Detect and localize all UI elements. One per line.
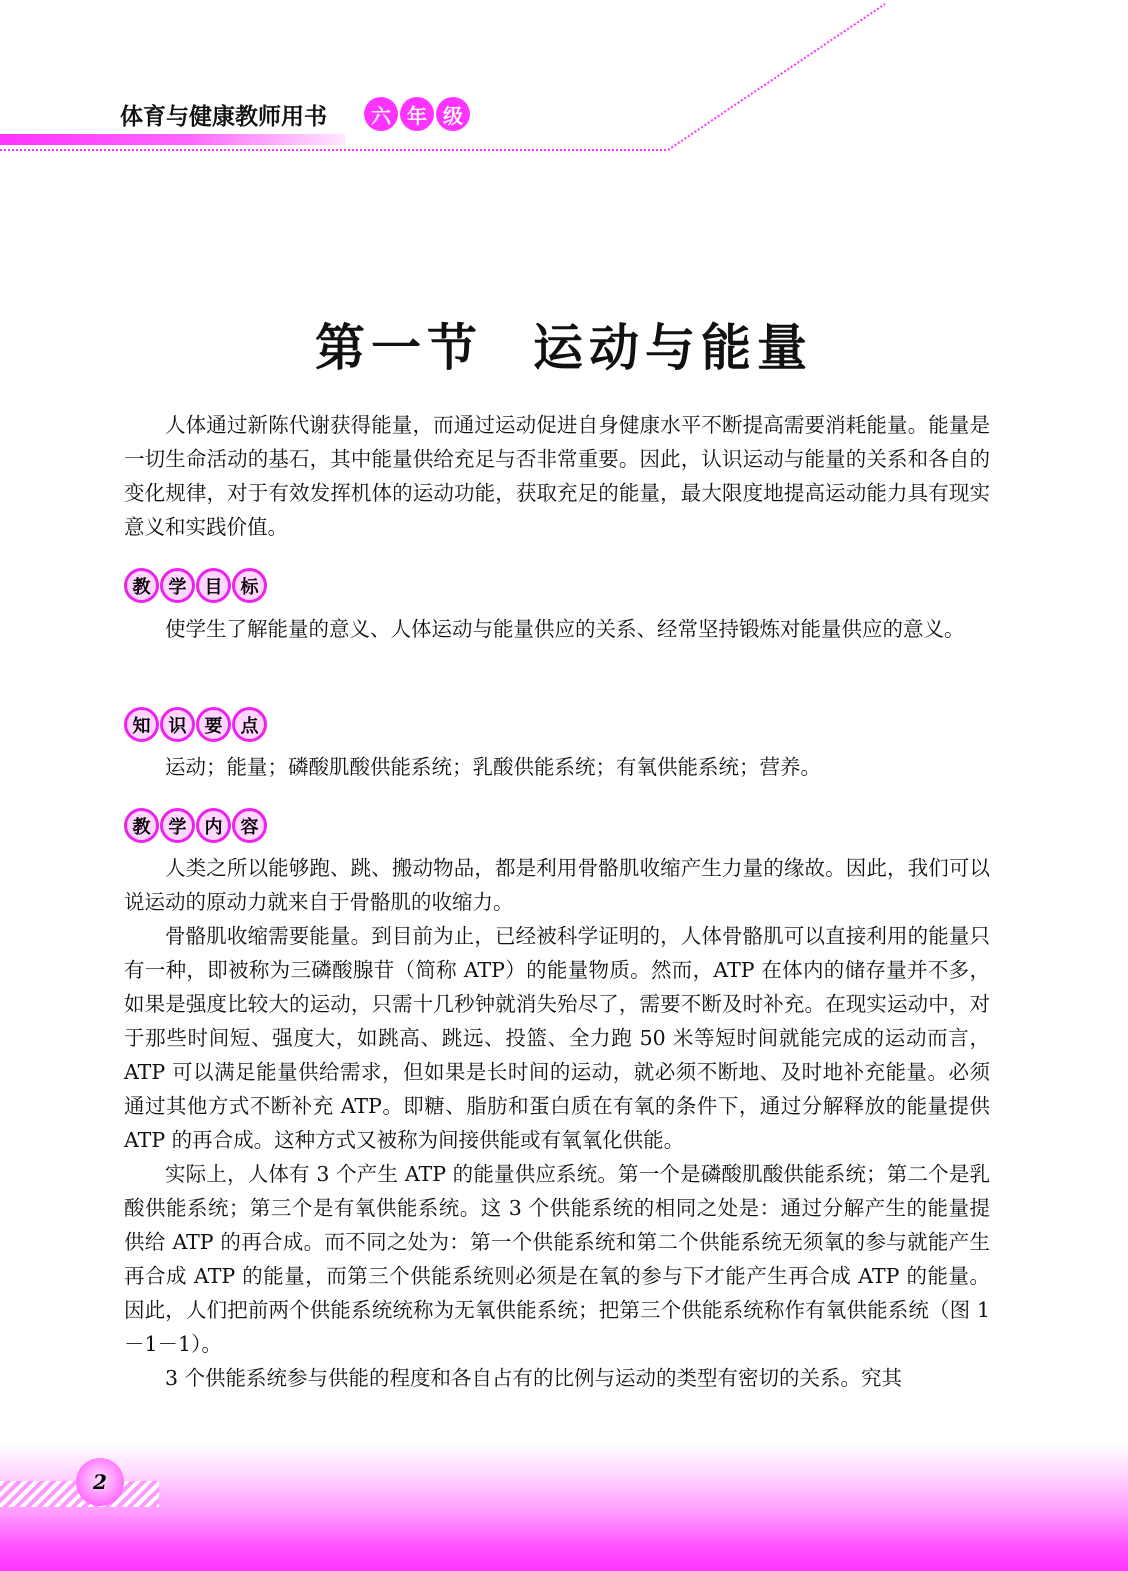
grade-badge: 级 (436, 97, 470, 131)
chapter-title (0, 308, 1128, 380)
heading-badge: 学 (160, 568, 195, 603)
chapter-heading: 运动与能量 (533, 318, 813, 377)
paragraph: 人体通过新陈代谢获得能量，而通过运动促进自身健康水平不断提高需要消耗能量。能量是一切生命活动的基石，其中能量供给充足与否非常重要。因此，认识运动与能量的关系和各自的变化规律，对于有效发挥机体的运动功能，获取充足的能量，最大限度地提高运动能力具有现实意义和实践价值。 (124, 413, 990, 539)
page-number: 2 (76, 1458, 124, 1506)
heading-badge: 学 (160, 808, 195, 843)
paragraph: 使学生了解能量的意义、人体运动与能量供应的关系、经常坚持锻炼对能量供应的意义。 (165, 617, 965, 641)
section-heading-teaching-content (124, 808, 267, 843)
grade-badge: 年 (400, 97, 434, 131)
book-title: 体育与健康教师用书 (120, 104, 327, 130)
heading-badge: 教 (124, 568, 159, 603)
section-label: 第一节 (315, 318, 483, 377)
heading-badge: 知 (124, 707, 159, 742)
paragraph: 实际上，人体有 3 个产生 ATP 的能量供应系统。第一个是磷酸肌酸供能系统；第二个是乳酸供能系统；第三个是有氧供能系统。这 3 个供能系统的相同之处是：通过分解产生的能量提供给 ATP 的再合成。而不同之处为：第一个供能系统和第二个供能系统无须氧的参与就能产生再合成 ATP 的能量，而第三个供能系统则必须是在氧的参与下才能产生再合成 ATP 的能量。因此，人们把前两个供能系统统称为无氧供能系统；把第三个供能系统称作有氧供能系统（图 1－1－1）。 (124, 1162, 990, 1356)
section-heading-key-points (124, 707, 267, 742)
grade-badge: 六 (364, 97, 398, 131)
section-text-teaching-goals (124, 612, 990, 646)
section-text-teaching-content (124, 851, 990, 1395)
section-text-key-points (124, 750, 990, 784)
heading-badge: 内 (196, 808, 231, 843)
heading-badge: 教 (124, 808, 159, 843)
heading-badge: 目 (196, 568, 231, 603)
header-gradient-band (0, 134, 345, 145)
paragraph: 骨骼肌收缩需要能量。到目前为止，已经被科学证明的，人体骨骼肌可以直接利用的能量只有一种，即被称为三磷酸腺苷（简称 ATP）的能量物质。然而，ATP 在体内的储存量并不多，如果是强度比较大的运动，只需十几秒钟就消失殆尽了，需要不断及时补充。在现实运动中，对于那些时间短、强度大，如跳高、跳远、投篮、全力跑 50 米等短时间就能完成的运动而言，ATP 可以满足能量供给需求，但如果是长时间的运动，就必须不断地、及时地补充能量。必须通过其他方式不断补充 ATP。即糖、脂肪和蛋白质在有氧的条件下，通过分解释放的能量提供 ATP 的再合成。这种方式又被称为间接供能或有氧氧化供能。 (124, 924, 990, 1152)
paragraph: 3 个供能系统参与供能的程度和各自占有的比例与运动的类型有密切的关系。究其 (165, 1366, 903, 1390)
paragraph: 人类之所以能够跑、跳、搬动物品，都是利用骨骼肌收缩产生力量的缘故。因此，我们可以说运动的原动力就来自于骨骼肌的收缩力。 (124, 856, 990, 914)
heading-badge: 识 (160, 707, 195, 742)
heading-badge: 点 (232, 707, 267, 742)
paragraph: 运动；能量；磷酸肌酸供能系统；乳酸供能系统；有氧供能系统；营养。 (165, 755, 821, 779)
heading-badge: 标 (232, 568, 267, 603)
heading-badge: 要 (196, 707, 231, 742)
footer-gradient-band (0, 1443, 1128, 1571)
grade-badges (364, 97, 470, 131)
intro-text (124, 408, 990, 544)
section-heading-teaching-goals (124, 568, 267, 603)
heading-badge: 容 (232, 808, 267, 843)
